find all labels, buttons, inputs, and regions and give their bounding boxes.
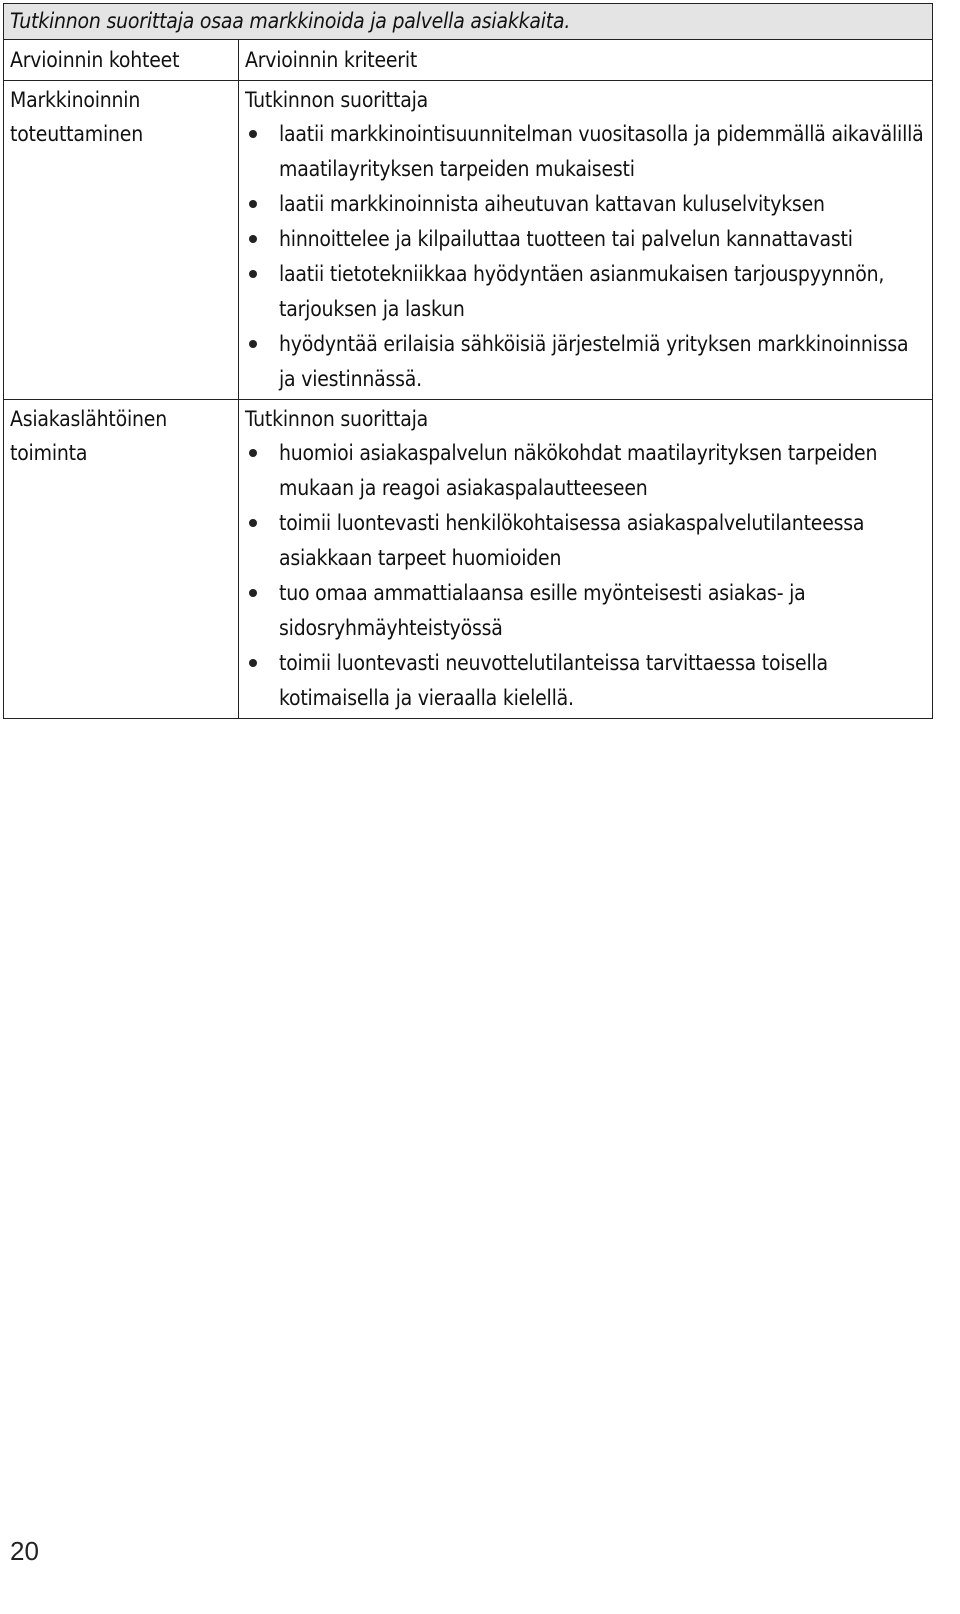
- target-label-line1: Asiakaslähtöinen toiminta: [10, 407, 167, 465]
- header-criteria: Arvioinnin kriteerit: [239, 40, 933, 81]
- criterion-text: tuo omaa ammattialaansa esille myönteisesti asiakas- ja sidosryhmäyhteistyössä: [279, 581, 806, 640]
- bullet-icon: [249, 130, 257, 138]
- list-item: [245, 506, 926, 576]
- table-row: [4, 400, 933, 719]
- criterion-text: laatii markkinoinnista aiheutuvan kattavan kuluselvityksen: [279, 192, 825, 216]
- criteria-intro: Tutkinnon suorittaja: [245, 88, 429, 112]
- table-header-row: [4, 40, 933, 81]
- assessment-criteria: [239, 81, 933, 400]
- table-row: [4, 81, 933, 400]
- bullet-icon: [249, 659, 257, 667]
- header-targets: Arvioinnin kohteet: [4, 40, 239, 81]
- criterion-text: laatii tietotekniikkaa hyödyntäen asianmukaisen tarjouspyynnön, tarjouksen ja laskun: [279, 262, 885, 321]
- assessment-table: [3, 3, 933, 719]
- bullet-icon: [249, 589, 257, 597]
- bullet-icon: [249, 340, 257, 348]
- criterion-text: huomioi asiakaspalvelun näkökohdat maatilayrityksen tarpeiden mukaan ja reagoi asiakaspalautteeseen: [279, 441, 878, 500]
- assessment-target: [4, 81, 239, 400]
- criterion-text: toimii luontevasti henkilökohtaisessa asiakaspalvelutilanteessa asiakkaan tarpeet huomioiden: [279, 511, 865, 570]
- criterion-text: toimii luontevasti neuvottelutilanteissa tarvittaessa toisella kotimaisella ja vieraalla kielellä.: [279, 651, 828, 710]
- bullet-icon: [249, 235, 257, 243]
- target-label-line2: toteuttaminen: [10, 122, 143, 146]
- table-title: Tutkinnon suorittaja osaa markkinoida ja palvella asiakkaita.: [4, 4, 933, 40]
- list-item: [245, 257, 926, 327]
- page-number: 20: [10, 1536, 39, 1566]
- list-item: [245, 576, 926, 646]
- criterion-text: hinnoittelee ja kilpailuttaa tuotteen tai palvelun kannattavasti: [279, 227, 853, 251]
- list-item: [245, 646, 926, 716]
- bullet-icon: [249, 519, 257, 527]
- target-label-line1: Markkinoinnin: [10, 88, 141, 112]
- criterion-text: laatii markkinointisuunnitelman vuositasolla ja pidemmällä aikavälillä maatilayrityksen tarpeiden mukaisesti: [279, 122, 924, 181]
- assessment-criteria: [239, 400, 933, 719]
- table-title-row: [4, 4, 933, 40]
- bullet-icon: [249, 200, 257, 208]
- criterion-text: hyödyntää erilaisia sähköisiä järjestelmiä yrityksen markkinoinnissa ja viestinnässä.: [279, 332, 909, 391]
- bullet-icon: [249, 449, 257, 457]
- list-item: [245, 222, 926, 257]
- bullet-icon: [249, 270, 257, 278]
- list-item: [245, 187, 926, 222]
- assessment-target: [4, 400, 239, 719]
- criteria-intro: Tutkinnon suorittaja: [245, 407, 429, 431]
- criteria-list: [245, 436, 926, 716]
- list-item: [245, 327, 926, 397]
- list-item: [245, 436, 926, 506]
- criteria-list: [245, 117, 926, 397]
- list-item: [245, 117, 926, 187]
